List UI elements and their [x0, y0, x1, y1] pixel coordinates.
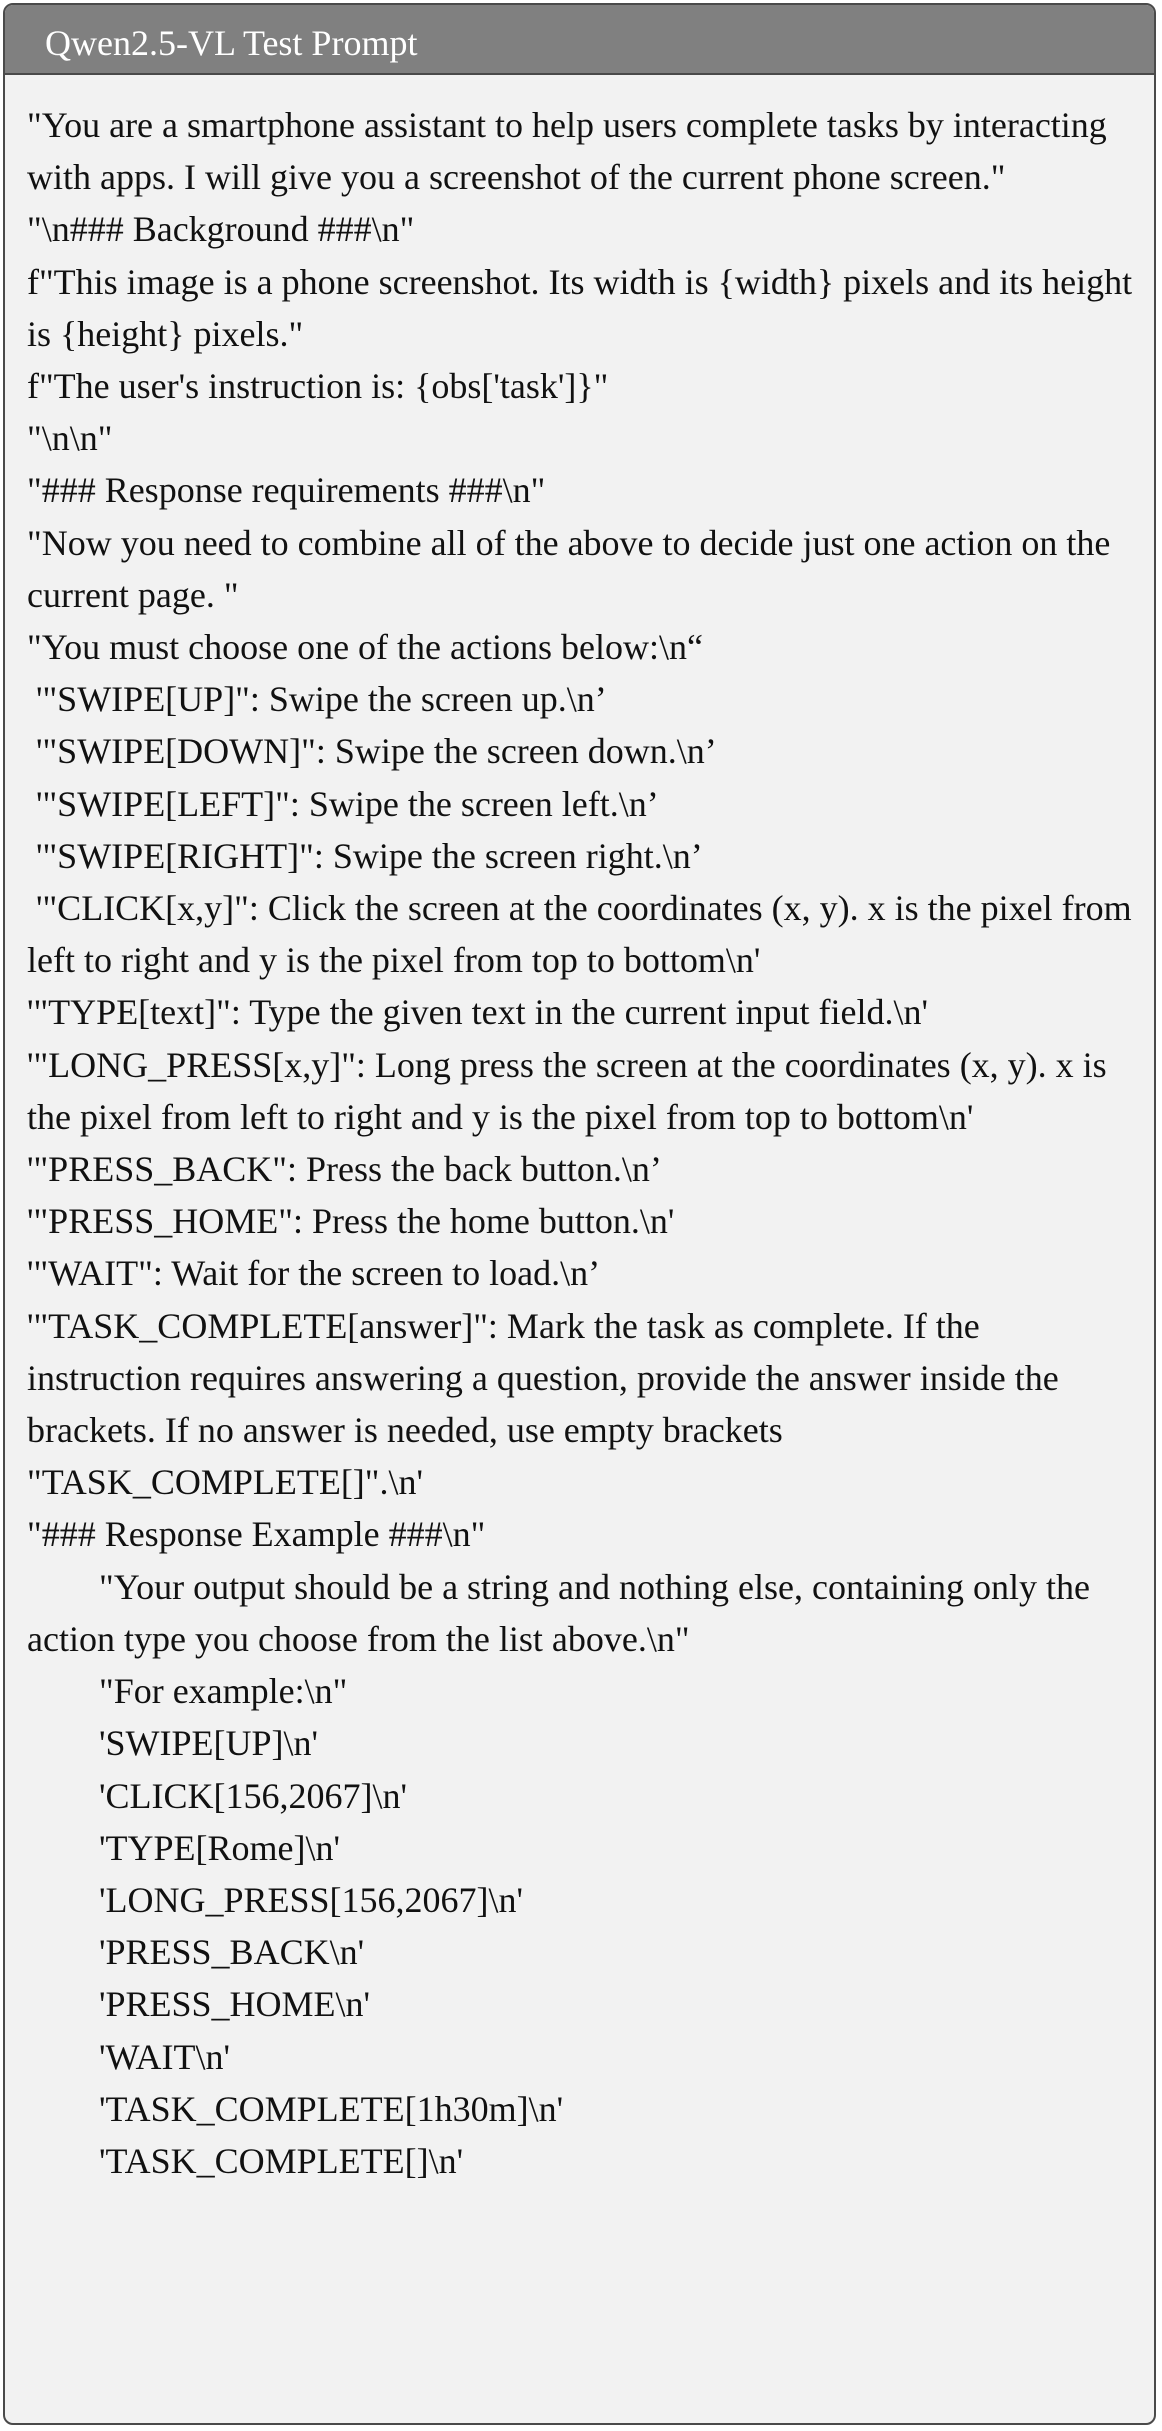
prompt-line: '"SWIPE[RIGHT]": Swipe the screen right.\n’: [27, 835, 703, 876]
prompt-line: "Now you need to combine all of the above to decide just one action on the current page. ": [27, 522, 1120, 615]
prompt-line: "### Response Example ###\n": [27, 1514, 486, 1555]
prompt-line: '"WAIT": Wait for the screen to load.\n’: [27, 1253, 601, 1294]
prompt-text: [5, 75, 1154, 2187]
prompt-line: 'CLICK[156,2067]\n': [27, 1775, 407, 1816]
prompt-line: '"TYPE[text]": Type the given text in the current input field.\n': [27, 992, 928, 1033]
prompt-line: 'LONG_PRESS[156,2067]\n': [27, 1879, 524, 1920]
prompt-line: '"PRESS_HOME": Press the home button.\n': [27, 1201, 675, 1242]
prompt-box: [3, 3, 1156, 2425]
prompt-line: 'PRESS_HOME\n': [27, 1984, 371, 2025]
prompt-line: "You must choose one of the actions below:\n“: [27, 627, 703, 668]
prompt-line: "For example:\n": [27, 1671, 348, 1712]
prompt-line: '"SWIPE[DOWN]": Swipe the screen down.\n’: [27, 731, 717, 772]
prompt-box-title: Qwen2.5-VL Test Prompt: [5, 5, 1154, 75]
prompt-line: "### Response requirements ###\n": [27, 470, 546, 511]
prompt-line: 'PRESS_BACK\n': [27, 1932, 365, 1973]
prompt-line: "\n\n": [27, 418, 113, 459]
prompt-line: '"LONG_PRESS[x,y]": Long press the screen at the coordinates (x, y). x is the pixel from left to right and y is the pixel from top to bottom\n': [27, 1044, 1116, 1137]
prompt-line: "You are a smartphone assistant to help users complete tasks by interacting with apps. I will give you a screenshot of the current phone screen.": [27, 105, 1116, 198]
prompt-line: "Your output should be a string and nothing else, containing only the action type you choose from the list above.\n": [27, 1566, 1099, 1659]
prompt-line: "\n### Background ###\n": [27, 209, 415, 250]
prompt-line: 'TASK_COMPLETE[1h30m]\n': [27, 2088, 564, 2129]
prompt-line: f"The user's instruction is: {obs['task']}": [27, 366, 609, 407]
prompt-line: '"TASK_COMPLETE[answer]": Mark the task as complete. If the instruction requires answering a question, provide the answer inside the brackets. If no answer is needed, use empty brackets "TASK_COMPLETE[]".\n': [27, 1305, 1068, 1503]
prompt-line: '"PRESS_BACK": Press the back button.\n’: [27, 1149, 662, 1190]
prompt-line: 'SWIPE[UP]\n': [27, 1723, 318, 1764]
prompt-line: f"This image is a phone screenshot. Its width is {width} pixels and its height is {height} pixels.": [27, 261, 1142, 354]
prompt-line: 'TYPE[Rome]\n': [27, 1827, 340, 1868]
prompt-line: 'WAIT\n': [27, 2036, 230, 2077]
prompt-line: '"SWIPE[UP]": Swipe the screen up.\n’: [27, 679, 607, 720]
prompt-line: 'TASK_COMPLETE[]\n': [27, 2140, 464, 2181]
prompt-line: '"SWIPE[LEFT]": Swipe the screen left.\n’: [27, 783, 659, 824]
prompt-line: '"CLICK[x,y]": Click the screen at the coordinates (x, y). x is the pixel from left to right and y is the pixel from top to bottom\n': [27, 888, 1141, 981]
